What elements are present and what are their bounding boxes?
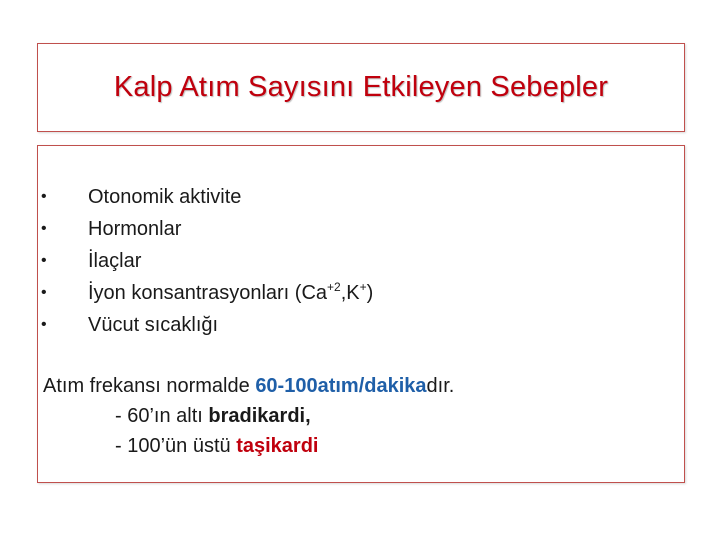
bullet-marker: • (41, 188, 47, 205)
bullet-marker: • (41, 316, 47, 333)
bullet-text: Vücut sıcaklığı (88, 314, 219, 336)
calcium-charge: +2 (327, 280, 341, 294)
para-prefix: Atım frekansı normalde (43, 375, 256, 397)
ion-close: ) (366, 282, 374, 304)
brady-prefix: - 60’ın altı (115, 405, 209, 427)
heart-rate-paragraph (43, 371, 454, 461)
slide-title: Kalp Atım Sayısını Etkileyen Sebepler (113, 71, 609, 103)
normal-range: 60-100atım/dakika (255, 375, 427, 397)
bullet-text: Otonomik aktivite (88, 186, 242, 208)
tachycardia-term: taşikardi (236, 435, 319, 457)
ion-separator: ,K (340, 282, 360, 304)
bullet-text: İlaçlar (88, 250, 142, 272)
paragraph-line-1 (43, 371, 454, 401)
content-box (37, 145, 685, 483)
bullet-text-ions (88, 277, 373, 309)
bullet-marker: • (41, 220, 47, 237)
bullet-marker: • (41, 284, 47, 301)
ion-text: İyon konsantrasyonları (Ca (88, 282, 328, 304)
paragraph-line-3 (43, 431, 454, 461)
tachy-prefix: - 100’ün üstü (115, 435, 237, 457)
bullet-text: Hormonlar (88, 218, 182, 240)
bradycardia-term: bradikardi, (208, 405, 311, 427)
para-suffix: dır. (426, 375, 455, 397)
bullet-marker: • (41, 252, 47, 269)
potassium-charge: + (359, 280, 367, 294)
title-box (37, 43, 685, 132)
paragraph-line-2 (43, 401, 454, 431)
